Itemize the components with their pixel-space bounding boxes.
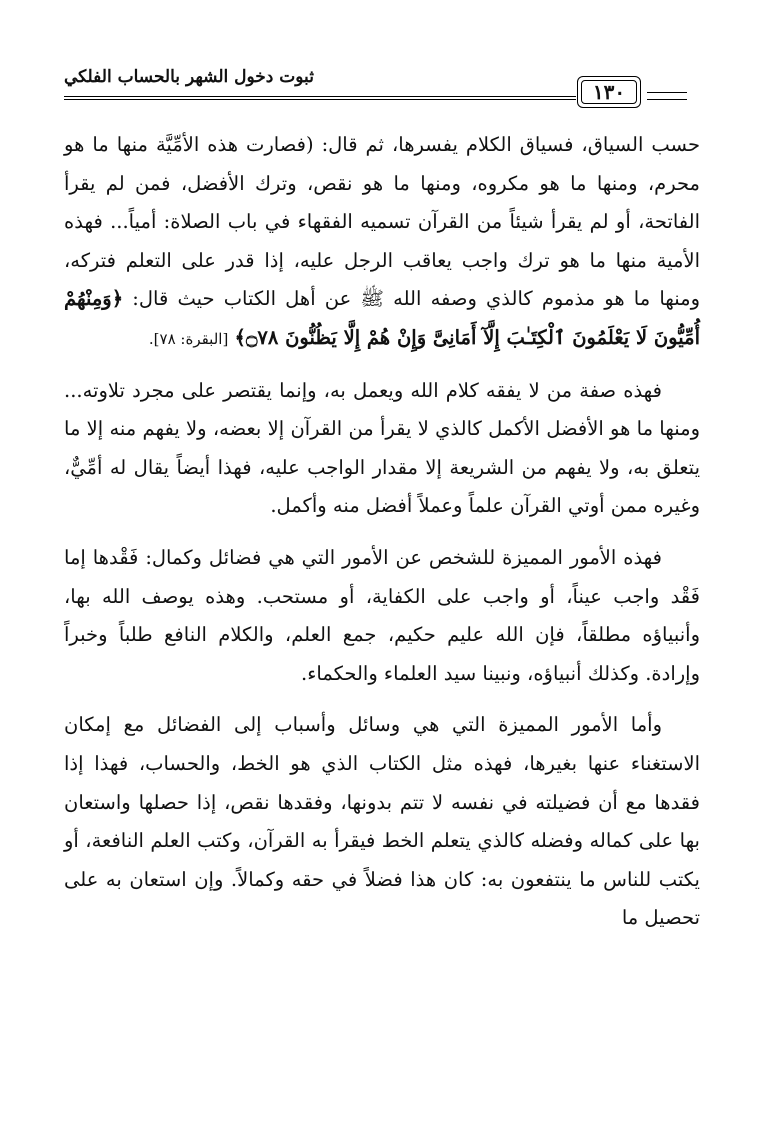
page-header (64, 62, 704, 122)
paragraph-1-text: حسب السياق، فسياق الكلام يفسرها، ثم قال: (فصارت هذه الأمِّيَّة منها ما هو محرم، ومنها ما هو مكروه، ومنها ما هو نقص، وترك الأفضل، فمن لم يقرأ الفاتحة، أو لم يقرأ شيئاً من القرآن تسميه الفقهاء في باب الصلاة: أمياً... فهذه الأمية منها ما هو ترك واجب يعاقب الرجل عليه، إذا قدر على التعلم فتركه، ومنها ما هو مذموم كالذي وصفه الله ﷺ عن أهل الكتاب حيث قال: (64, 133, 700, 311)
quran-verse: ﴿وَمِنْهُمْ أُمِّيُّونَ لَا يَعْلَمُونَ ٱلْكِتَـٰبَ إِلَّآ أَمَانِىَّ وَإِنْ هُمْ إِلَّا يَظُنُّونَ ۝٧٨﴾ (64, 287, 700, 349)
header-rule (64, 96, 576, 100)
paragraph-2: فهذه صفة من لا يفقه كلام الله ويعمل به، وإنما يقتصر على مجرد تلاوته... ومنها ما هو الأفضل الأكمل كالذي لا يقرأ من القرآن إلا بعضه، ولا يفهم منه إلا ما يتعلق به، ولا يفهم من الشريعة إلا مقدار الواجب عليه، فهذا أيضاً يقال له أمِّيٌّ، وغيره ممن أوتي القرآن علماً وعملاً أفضل منه وأكمل. (64, 378, 700, 518)
paragraph-1 (64, 126, 700, 359)
page-body (64, 126, 700, 938)
running-title: ثبوت دخول الشهر بالحساب الفلكي (64, 67, 314, 87)
header-ornament (647, 92, 687, 100)
page-number-frame (577, 76, 641, 108)
verse-reference: [البقرة: ٧٨]. (148, 329, 229, 348)
paragraph-3: فهذه الأمور المميزة للشخص عن الأمور التي هي فضائل وكمال: فَقْدها إما فَقْد واجب عيناً، أو واجب على الكفاية، أو مستحب. وهذه يوصف الله بها، وأنبياؤه مطلقاً، فإن الله عليم حكيم، جمع العلم، والكلام النافع طلباً وخبراً وإرادة. وكذلك أنبياؤه، ونبينا سيد العلماء والحكماء. (64, 545, 700, 685)
page-number: ١٣٠ (581, 80, 637, 104)
paragraph-4: وأما الأمور المميزة التي هي وسائل وأسباب إلى الفضائل مع إمكان الاستغناء عنها بغيرها، فهذه مثل الكتاب الذي هو الخط، والحساب، فهذا إذا فقدها مع أن فضيلته في نفسه لا تتم بدونها، وفقدها نقص، إذا حصلها واستعان بها على كماله وفضله كالذي يتعلم الخط فيقرأ به القرآن، وكتب العلم النافعة، أو يكتب للناس ما ينتفعون به: كان هذا فضلاً في حقه وكمالاً. وإن استعان به على تحصيل ما (64, 713, 700, 930)
